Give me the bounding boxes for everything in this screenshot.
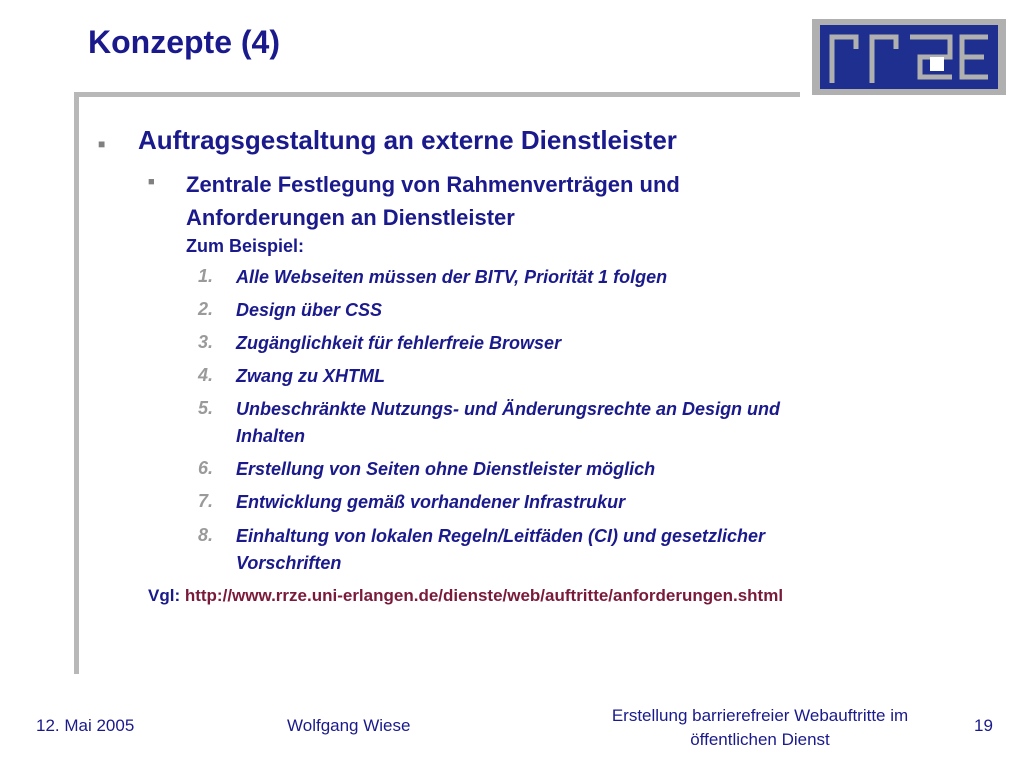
level2-heading (186, 168, 806, 234)
slide-title: Konzepte (4) (88, 24, 280, 60)
footer-topic (560, 704, 960, 752)
footer-topic-line1: Erstellung barrierefreier Webauftritte im (611, 706, 909, 725)
item-number: 7. (198, 491, 214, 511)
list-item (236, 396, 956, 450)
level2-line1: Zentrale Festlegung von Rahmenverträgen und (186, 172, 680, 197)
footer-date: 12. Mai 2005 (36, 716, 135, 735)
item-number: 4. (198, 365, 214, 385)
item-number: 5. (198, 398, 214, 418)
list-item (236, 489, 956, 516)
rrze-logo (812, 19, 1006, 95)
item-number: 1. (198, 266, 214, 286)
list-item-line2: Vorschriften (236, 553, 342, 573)
list-item (236, 523, 956, 577)
list-item-line1: Zwang zu XHTML (236, 366, 385, 386)
level1-heading: Auftragsgestaltung an externe Dienstleister (138, 125, 677, 155)
item-number: 8. (198, 525, 214, 545)
list-item-line1: Einhaltung von lokalen Regeln/Leitfäden (CI) und gesetzlicher (236, 526, 766, 546)
list-item-line1: Unbeschränkte Nutzungs- und Änderungsrechte an Design und (236, 399, 781, 419)
list-item-line1: Design über CSS (236, 300, 383, 320)
list-item (236, 456, 956, 483)
footer-author: Wolfgang Wiese (287, 716, 411, 735)
left-rule (74, 92, 79, 674)
list-item (236, 330, 956, 357)
list-item-line1: Alle Webseiten müssen der BITV, Priorität 1 folgen (236, 267, 668, 287)
list-item (236, 264, 956, 291)
footer-topic-line2: öffentlichen Dienst (690, 730, 830, 749)
list-item-line2: Inhalten (236, 426, 306, 446)
square-bullet-icon: ■ (98, 137, 106, 151)
item-number: 3. (198, 332, 214, 352)
list-item-line1: Erstellung von Seiten ohne Dienstleister möglich (236, 459, 656, 479)
top-rule (74, 92, 800, 97)
reference-link[interactable]: http://www.rrze.uni-erlangen.de/dienste/web/auftritte/anforderungen.shtml (184, 586, 784, 605)
square-bullet-icon: ■ (148, 176, 155, 188)
item-number: 6. (198, 458, 214, 478)
example-label: Zum Beispiel: (186, 236, 305, 256)
reference-label: Vgl: (148, 586, 181, 605)
list-item (236, 363, 956, 390)
item-number: 2. (198, 299, 214, 319)
reference-line (148, 586, 783, 606)
list-item (236, 297, 956, 324)
list-item-line1: Zugänglichkeit für fehlerfreie Browser (236, 333, 562, 353)
list-item-line1: Entwicklung gemäß vorhandener Infrastrukur (236, 492, 626, 512)
level2-line2: Anforderungen an Dienstleister (186, 205, 515, 230)
footer-page-number: 19 (974, 716, 993, 735)
